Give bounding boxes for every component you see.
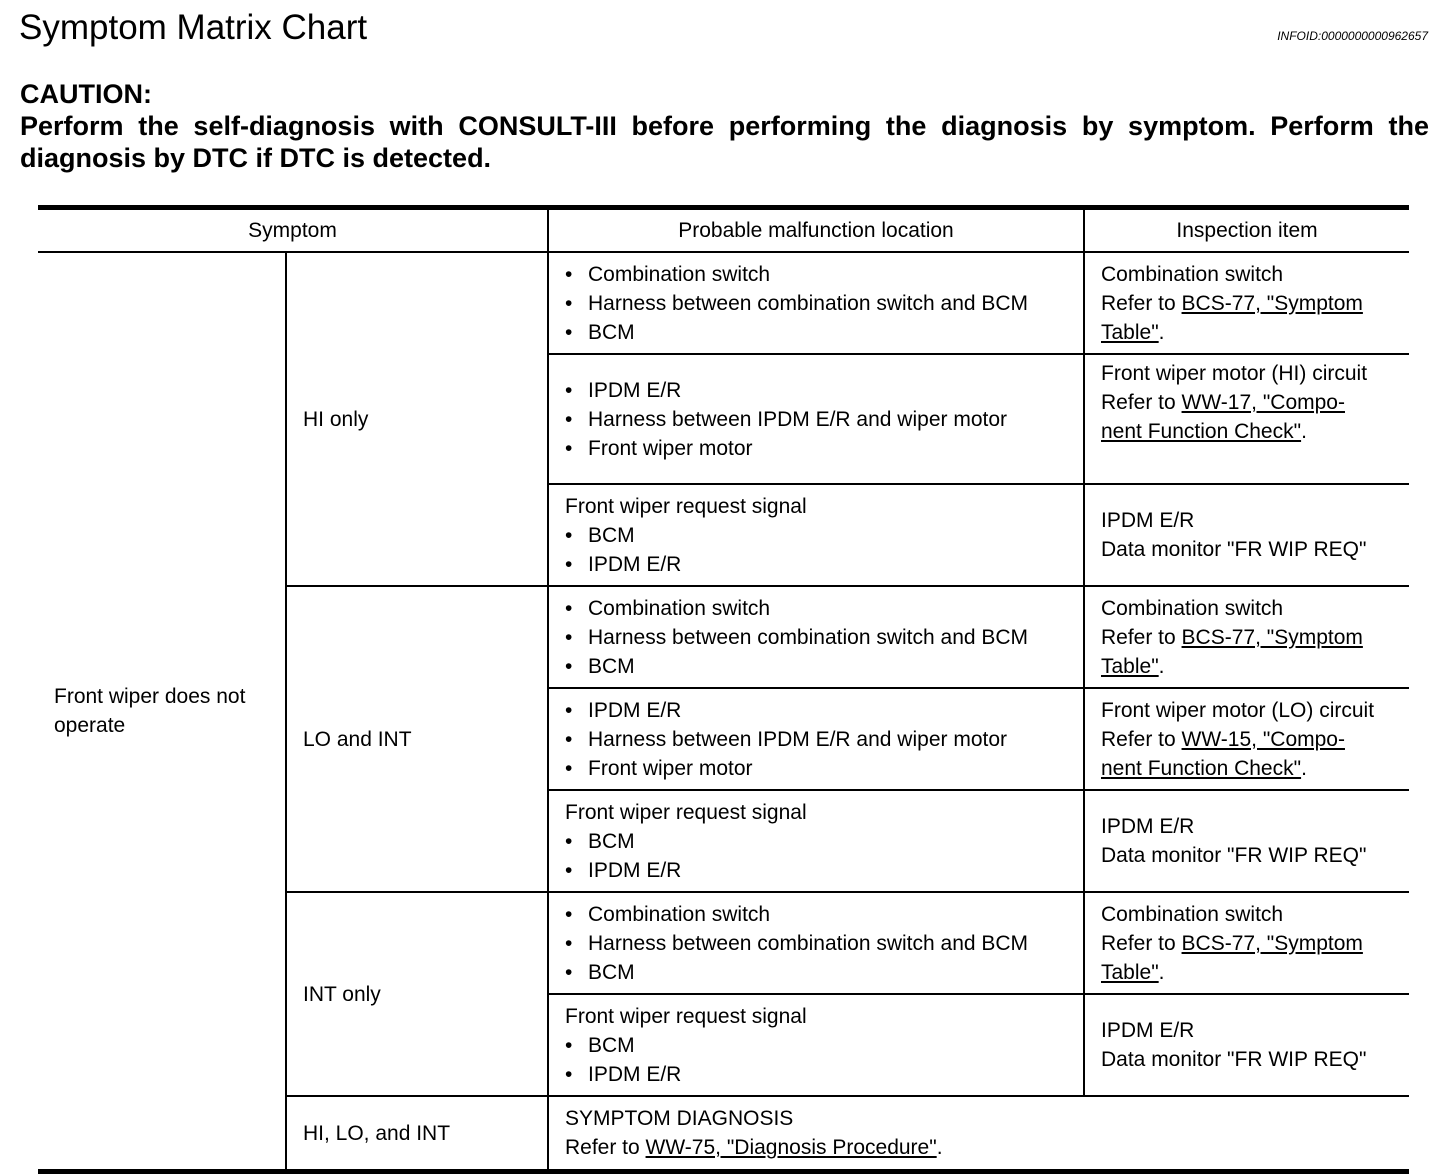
reference-link[interactable]: WW-17, "Compo- (1181, 391, 1345, 414)
inspection-cell (1084, 586, 1409, 688)
list-item: • BCM (565, 958, 1083, 987)
inspection-title: Combination switch (1101, 262, 1284, 286)
list-item: • Harness between combination switch and BCM (565, 289, 1083, 318)
inspection-cell (1084, 252, 1409, 354)
inspection-cell (1084, 994, 1409, 1096)
reference-link[interactable]: nent Function Check" (1101, 420, 1302, 443)
inspection-title: Front wiper motor (HI) circuit (1101, 362, 1368, 385)
list-item: • IPDM E/R (565, 856, 1083, 885)
caution-text: Perform the self-diagnosis with CONSULT-III before performing the diagnosis by symptom. Perform the diagnosis by DTC if DTC is detected. (20, 111, 1429, 173)
list-item: • BCM (565, 652, 1083, 681)
location-title: Front wiper request signal (565, 800, 807, 824)
list-item: • Harness between combination switch and BCM (565, 929, 1083, 958)
symptom-cell (38, 252, 286, 1172)
symptom-text: Front wiper does not operate (54, 685, 246, 737)
inspection-cell (1084, 354, 1409, 484)
inspection-suffix: . (1301, 420, 1307, 443)
list-item: • Combination switch (565, 900, 1083, 929)
inspection-prefix: Refer to (1101, 291, 1182, 315)
info-id: INFOID:0000000000962657 (1277, 29, 1428, 43)
inspection-prefix: Refer to (1101, 625, 1182, 649)
list-item: • IPDM E/R (565, 696, 1083, 725)
location-list (565, 260, 1083, 347)
reference-link[interactable]: nent Function Check" (1101, 756, 1302, 780)
location-cell (548, 354, 1084, 484)
reference-link[interactable]: WW-15, "Compo- (1181, 727, 1345, 751)
reference-link[interactable]: BCS-77, "Symptom (1181, 931, 1363, 955)
inspection-cell (1084, 484, 1409, 586)
symptom-matrix-table (38, 205, 1409, 1174)
sub-symptom-lo-and-int: LO and INT (286, 586, 548, 892)
page-title: Symptom Matrix Chart (19, 8, 368, 47)
reference-link[interactable]: BCS-77, "Symptom (1181, 625, 1363, 649)
list-item: • BCM (565, 1031, 1083, 1060)
inspection-title: Front wiper motor (LO) circuit (1101, 698, 1375, 722)
reference-link[interactable]: Table" (1101, 320, 1159, 344)
diagnosis-cell (548, 1096, 1409, 1172)
list-item: • IPDM E/R (565, 550, 1083, 579)
location-list (565, 1031, 1083, 1089)
reference-link[interactable]: BCS-77, "Symptom (1181, 291, 1363, 315)
sub-symptom-all: HI, LO, and INT (286, 1096, 548, 1172)
location-cell (548, 994, 1084, 1096)
location-title: Front wiper request signal (565, 494, 807, 518)
inspection-cell (1084, 688, 1409, 790)
location-cell (548, 790, 1084, 892)
list-item: • Harness between IPDM E/R and wiper motor (565, 725, 1083, 754)
list-item: • BCM (565, 827, 1083, 856)
inspection-cell (1084, 892, 1409, 994)
inspection-title: Combination switch (1101, 596, 1284, 620)
reference-link[interactable]: Table" (1101, 654, 1159, 678)
location-title: Front wiper request signal (565, 1004, 807, 1028)
header-location: Probable malfunction location (548, 208, 1084, 253)
list-item: • Harness between combination switch and BCM (565, 623, 1083, 652)
inspection-detail: Data monitor "FR WIP REQ" (1101, 844, 1367, 867)
sub-symptom-int-only: INT only (286, 892, 548, 1096)
inspection-prefix: Refer to (1101, 391, 1182, 414)
table-row (38, 252, 1409, 354)
inspection-detail: Data monitor "FR WIP REQ" (1101, 1048, 1367, 1071)
list-item: • Harness between IPDM E/R and wiper motor (565, 405, 1083, 434)
diagnosis-prefix: Refer to (565, 1136, 646, 1159)
location-cell (548, 484, 1084, 586)
location-list (565, 376, 1083, 463)
location-list (565, 594, 1083, 681)
caution-block (20, 78, 1429, 174)
diagnosis-suffix: . (936, 1136, 943, 1159)
location-list (565, 900, 1083, 987)
list-item: • Front wiper motor (565, 434, 1083, 463)
location-list (565, 521, 1083, 579)
inspection-title: Combination switch (1101, 902, 1284, 926)
list-item: • Front wiper motor (565, 754, 1083, 783)
location-cell (548, 688, 1084, 790)
location-cell (548, 586, 1084, 688)
inspection-title: IPDM E/R (1101, 1019, 1195, 1042)
inspection-cell (1084, 790, 1409, 892)
list-item: • Combination switch (565, 260, 1083, 289)
inspection-title: IPDM E/R (1101, 815, 1195, 838)
diagnosis-title: SYMPTOM DIAGNOSIS (565, 1107, 794, 1130)
list-item: • BCM (565, 318, 1083, 347)
list-item: • IPDM E/R (565, 1060, 1083, 1089)
location-cell (548, 892, 1084, 994)
inspection-suffix: . (1158, 654, 1165, 678)
list-item: • BCM (565, 521, 1083, 550)
inspection-suffix: . (1158, 960, 1165, 984)
inspection-suffix: . (1158, 320, 1165, 344)
header-symptom: Symptom (38, 208, 548, 253)
table-header-row (38, 208, 1409, 253)
sub-symptom-hi-only: HI only (286, 252, 548, 586)
reference-link[interactable]: WW-75, "Diagnosis Procedure" (645, 1136, 937, 1159)
inspection-suffix: . (1301, 756, 1307, 780)
header-inspection: Inspection item (1084, 208, 1409, 253)
inspection-prefix: Refer to (1101, 727, 1182, 751)
inspection-title: IPDM E/R (1101, 509, 1195, 532)
location-cell (548, 252, 1084, 354)
caution-label: CAUTION: (20, 79, 152, 109)
reference-link[interactable]: Table" (1101, 960, 1159, 984)
list-item: • Combination switch (565, 594, 1083, 623)
location-list (565, 827, 1083, 885)
inspection-detail: Data monitor "FR WIP REQ" (1101, 538, 1367, 561)
list-item: • IPDM E/R (565, 376, 1083, 405)
location-list (565, 696, 1083, 783)
inspection-prefix: Refer to (1101, 931, 1182, 955)
